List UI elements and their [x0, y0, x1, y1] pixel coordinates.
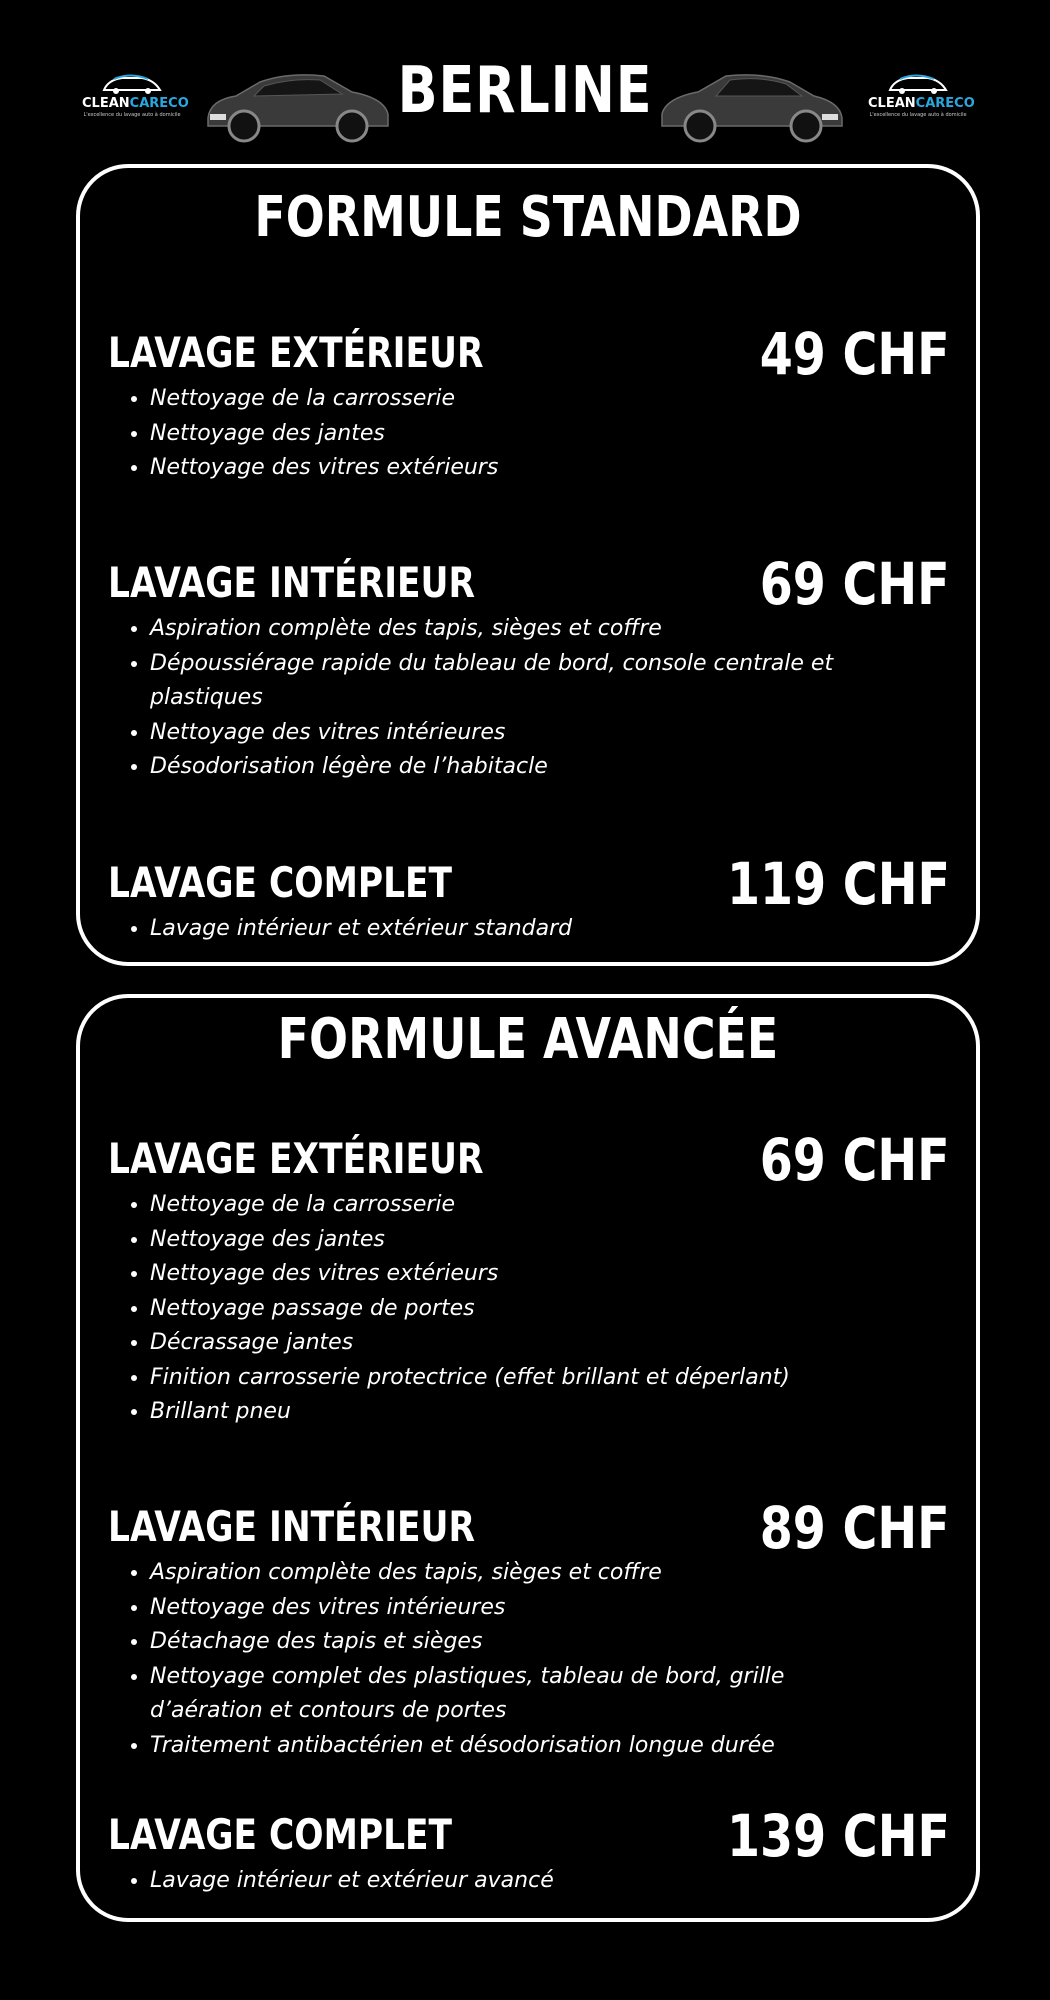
logo-tagline: L'excellence du lavage auto à domicile	[869, 112, 967, 118]
list-item: • Aspiration complète des tapis, sièges et coffre	[150, 612, 850, 647]
service-name: LAVAGE EXTÉRIEUR	[108, 1134, 484, 1183]
list-item: • Décrassage jantes	[150, 1326, 910, 1361]
service-features	[122, 612, 910, 785]
list-item: • Désodorisation légère de l’habitacle	[150, 750, 850, 785]
list-item: • Nettoyage des vitres intérieures	[150, 716, 850, 751]
list-item: • Aspiration complète des tapis, sièges et coffre	[150, 1556, 850, 1591]
section-title: FORMULE AVANCÉE	[277, 1007, 779, 1072]
section-formule-standard	[76, 164, 980, 966]
service-lavage-interieur	[108, 550, 950, 798]
list-item: • Nettoyage des jantes	[150, 1223, 910, 1258]
list-item: • Nettoyage passage de portes	[150, 1292, 910, 1327]
brand-logo-right	[868, 70, 975, 130]
list-item: • Dépoussiérage rapide du tableau de bord, console centrale et plastiques	[150, 647, 850, 716]
service-features	[122, 382, 910, 486]
list-item: • Nettoyage de la carrosserie	[150, 382, 910, 417]
service-name: LAVAGE COMPLET	[108, 858, 453, 907]
list-item: • Finition carrosserie protectrice (effet brillant et déperlant)	[150, 1361, 910, 1396]
service-price: 89 CHF	[760, 1494, 950, 1562]
service-features	[122, 1556, 910, 1763]
service-lavage-interieur	[108, 1494, 950, 1782]
list-item: • Brillant pneu	[150, 1395, 910, 1430]
service-lavage-exterieur	[108, 1126, 950, 1444]
page-header	[0, 50, 1050, 180]
service-features	[122, 1188, 910, 1430]
service-price: 69 CHF	[760, 550, 950, 618]
service-price: 119 CHF	[726, 850, 950, 918]
list-item: • Traitement antibactérien et désodorisation longue durée	[150, 1729, 850, 1764]
list-item: • Nettoyage complet des plastiques, tableau de bord, grille d’aération et contours de portes	[150, 1660, 850, 1729]
list-item: • Nettoyage de la carrosserie	[150, 1188, 910, 1223]
page-title: BERLINE	[397, 54, 653, 128]
logo-wordmark: CLEANCARECO	[868, 96, 975, 111]
service-features	[122, 1864, 910, 1899]
service-name: LAVAGE INTÉRIEUR	[108, 558, 476, 607]
service-lavage-complet	[108, 1802, 950, 1910]
logo-wordmark: CLEANCARECO	[82, 96, 189, 111]
list-item: • Nettoyage des vitres intérieures	[150, 1591, 850, 1626]
service-lavage-exterieur	[108, 320, 950, 498]
list-item: • Nettoyage des vitres extérieurs	[150, 1257, 910, 1292]
section-title: FORMULE STANDARD	[254, 185, 802, 250]
service-lavage-complet	[108, 850, 950, 958]
service-name: LAVAGE INTÉRIEUR	[108, 1502, 476, 1551]
list-item: • Nettoyage des jantes	[150, 417, 910, 452]
logo-car-icon	[886, 70, 950, 96]
service-price: 69 CHF	[760, 1126, 950, 1194]
service-price: 49 CHF	[760, 320, 950, 388]
list-item: • Lavage intérieur et extérieur standard	[150, 912, 910, 947]
service-name: LAVAGE EXTÉRIEUR	[108, 328, 484, 377]
section-formule-avancee	[76, 994, 980, 1922]
service-price: 139 CHF	[726, 1802, 950, 1870]
list-item: • Détachage des tapis et sièges	[150, 1625, 850, 1660]
service-name: LAVAGE COMPLET	[108, 1810, 453, 1859]
sedan-car-image-right	[656, 56, 848, 146]
list-item: • Lavage intérieur et extérieur avancé	[150, 1864, 910, 1899]
service-features	[122, 912, 910, 947]
logo-tagline: L'excellence du lavage auto à domicile	[83, 112, 181, 118]
list-item: • Nettoyage des vitres extérieurs	[150, 451, 910, 486]
